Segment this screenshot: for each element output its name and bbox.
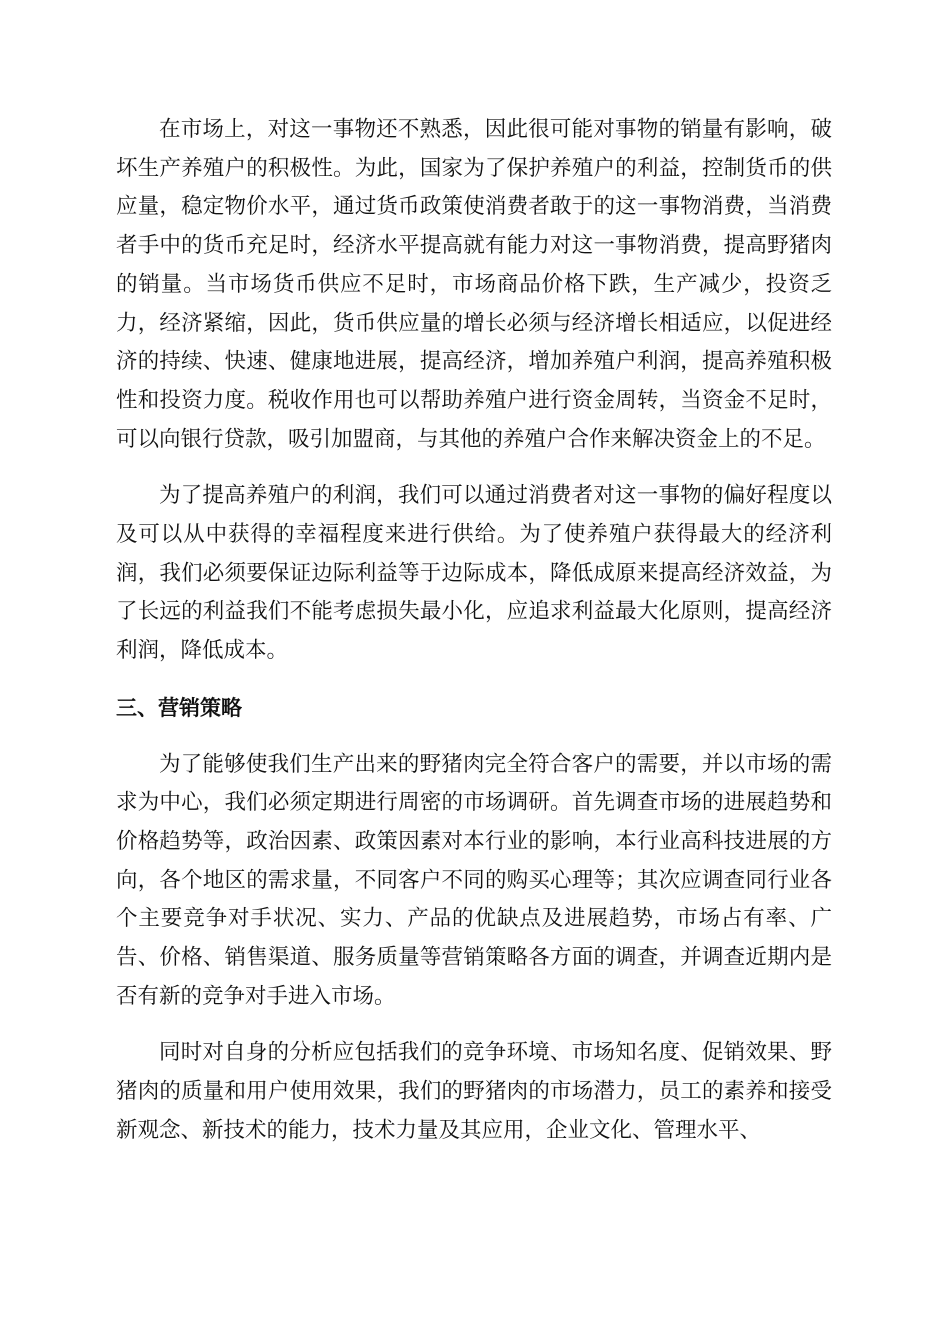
document-page (116, 111, 832, 1169)
section-heading: 三、营销策略 (116, 695, 242, 720)
body-paragraph: 在市场上，对这一事物还不熟悉，因此很可能对事物的销量有影响，破坏生产养殖户的积极性。为此，国家为了保护养殖户的利益，控制货币的供应量，稳定物价水平，通过货币政策使消费者敢于的这一事物消费，当消费者手中的货币充足时，经济水平提高就有能力对这一事物消费，提高野猪肉的销量。当市场货币供应不足时，市场商品价格下跌，生产减少，投资乏力，经济紧缩，因此，货币供应量的增长必须与经济增长相适应，以促进经济的持续、快速、健康地进展，提高经济，增加养殖户利润，提高养殖积极性和投资力度。税收作用也可以帮助养殖户进行资金周转，当资金不足时，可以向银行贷款，吸引加盟商，与其他的养殖户合作来解决资金上的不足。 (116, 117, 832, 452)
body-paragraph: 为了能够使我们生产出来的野猪肉完全符合客户的需要，并以市场的需求为中心，我们必须定期进行周密的市场调研。首先调查市场的进展趋势和价格趋势等，政治因素、政策因素对本行业的影响，本行业高科技进展的方向，各个地区的需求量，不同客户不同的购买心理等；其次应调查同行业各个主要竞争对手状况、实力、产品的优缺点及进展趋势，市场占有率、广告、价格、销售渠道、服务质量等营销策略各方面的调查，并调查近期内是否有新的竞争对手进入市场。 (116, 751, 832, 1009)
body-paragraph: 同时对自身的分析应包括我们的竞争环境、市场知名度、促销效果、野猪肉的质量和用户使用效果，我们的野猪肉的市场潜力，员工的素养和接受新观念、新技术的能力，技术力量及其应用，企业文化、管理水平、 (116, 1040, 832, 1143)
body-paragraph: 为了提高养殖户的利润，我们可以通过消费者对这一事物的偏好程度以及可以从中获得的幸福程度来进行供给。为了使养殖户获得最大的经济利润，我们必须要保证边际利益等于边际成本，降低成原来提高经济效益，为了长远的利益我们不能考虑损失最小化，应追求利益最大化原则，提高经济利润，降低成本。 (116, 483, 832, 664)
